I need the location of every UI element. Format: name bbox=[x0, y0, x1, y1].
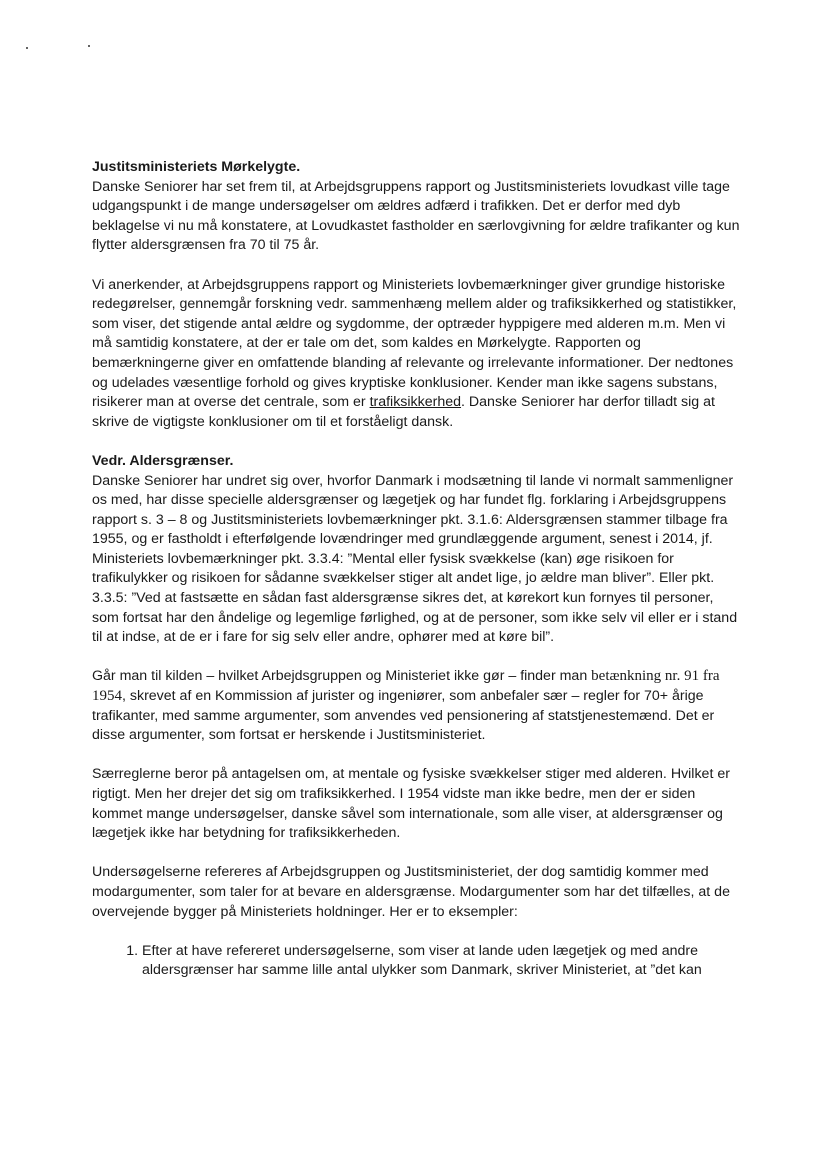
scan-speck bbox=[88, 45, 90, 47]
scan-speck bbox=[26, 47, 28, 49]
paragraph-text: . Danske Seniorer har derfor tilladt sig at skrive de vigtigste konklusioner om til et forståeligt dansk. bbox=[92, 394, 715, 430]
trafiksikkerhed-link[interactable]: trafiksikkerhed bbox=[369, 394, 462, 411]
examples-list bbox=[92, 942, 742, 981]
list-item: 1. Efter at have refereret undersøgelserne, som viser at lande uden lægetjek og med andre aldersgrænser har samme lille antal ulykker som Danmark, skriver Ministeriet, at ”det kan bbox=[142, 942, 742, 981]
paragraph bbox=[92, 276, 742, 433]
paragraph-text: Undersøgelserne refereres af Arbejdsgruppen og Justitsministeriet, der dog samtidig kommer med modargumenter, som taler for at bevare en aldersgrænse. Modargumenter som har det tilfælles, at de overvejende bygger på Ministeriets holdninger. Her er to eksempler: bbox=[92, 864, 730, 920]
section-aldersgraenser bbox=[92, 452, 742, 648]
section-morkelygte bbox=[92, 158, 742, 256]
paragraph: Danske Seniorer har undret sig over, hvorfor Danmark i modsætning til lande vi normalt sammenligner os med, har disse specielle aldersgrænser og lægetjek og har fundet flg. forklaring i Arbejdsgruppens rapport s. 3 – 8 og Justitsministeriets lovbemærkninger pkt. 3.1.6: Aldersgrænsen stammer tilbage fra 1955, og er fastholdt i efterfølgende lovændringer med grundlæggende argument, senest i 2014, jf. Ministeriets lovbemærkninger pkt. 3.3.4: ”Mental eller fysisk svækkelse (kan) øge risikoen for trafikulykker og risikoen for sådanne svækkelser stiger alt andet lige, jo ældre man bliver”. Eller pkt. 3.3.5: ”Ved at fastsætte en sådan fast aldersgrænse sikres det, at kørekort kun fornyes til personer, som fortsat har den åndelige og legemlige førlighed, og at de personer, som ikke selv vil eller er i stand til at indse, at de er i fare for sig selv eller andre, ophører med at køre bil”. bbox=[92, 472, 738, 646]
paragraph bbox=[92, 667, 742, 745]
section-heading: Vedr. Aldersgrænser. bbox=[92, 452, 234, 469]
document-body bbox=[92, 158, 742, 981]
paragraph bbox=[92, 765, 742, 843]
paragraph-text: Vi anerkender, at Arbejdsgruppens rapport og Ministeriets lovbemærkninger giver grundige historiske redegørelser, gennemgår forskning vedr. sammenhæng mellem alder og trafiksikkerhed og statistikker, som viser, det stigende antal ældre og sygdomme, der optræder hyppigere med alderen m.m. Men vi må samtidig konstatere, at der er tale om det, som kaldes en Mørkelygte. Rapporten og bemærkningerne giver en omfattende blanding af relevante og irrelevante informationer. Der nedtones og udelades væsentlige forhold og gives kryptiske konklusioner. Kender man ikke sagens substans, risikerer man at overse det centrale, som er bbox=[92, 276, 737, 411]
section-heading: Justitsministeriets Mørkelygte. bbox=[92, 159, 301, 175]
paragraph: Danske Seniorer har set frem til, at Arbejdsgruppens rapport og Justitsministeriets lovudkast ville tage udgangspunkt i de mange undersøgelser om ældres adfærd i trafikken. Det er derfor med dyb beklagelse vi nu må konstatere, at Lovudkastet fastholder en særlovgivning for ældre trafikanter og kun flytter aldersgrænsen fra 70 til 75 år. bbox=[92, 178, 740, 254]
paragraph bbox=[92, 863, 742, 922]
paragraph-text: Særreglerne beror på antagelsen om, at mentale og fysiske svækkelser stiger med alderen. Hvilket er rigtigt. Men her drejer det sig om trafiksikkerhed. I 1954 vidste man ikke bedre, men der er siden kommet mange undersøgelser, danske såvel som internationale, som alle viser, at aldersgrænser og lægetjek ikke har betydning for trafiksikkerheden. bbox=[92, 766, 730, 842]
paragraph-text: Går man til kilden – hvilket Arbejdsgruppen og Ministeriet ikke gør – finder man bbox=[92, 668, 592, 685]
paragraph-text: , skrevet af en Kommission af jurister og ingeniører, som anbefaler sær – regler for 70+ årige trafikanter, med samme argumenter, som anvendes ved pensionering af statstjenestemænd. Det er disse argumenter, som fortsat er herskende i Justitsministeriet. bbox=[92, 688, 715, 744]
betaenkning-reference: betænkning nr. 91 fra 1954 bbox=[92, 668, 720, 705]
